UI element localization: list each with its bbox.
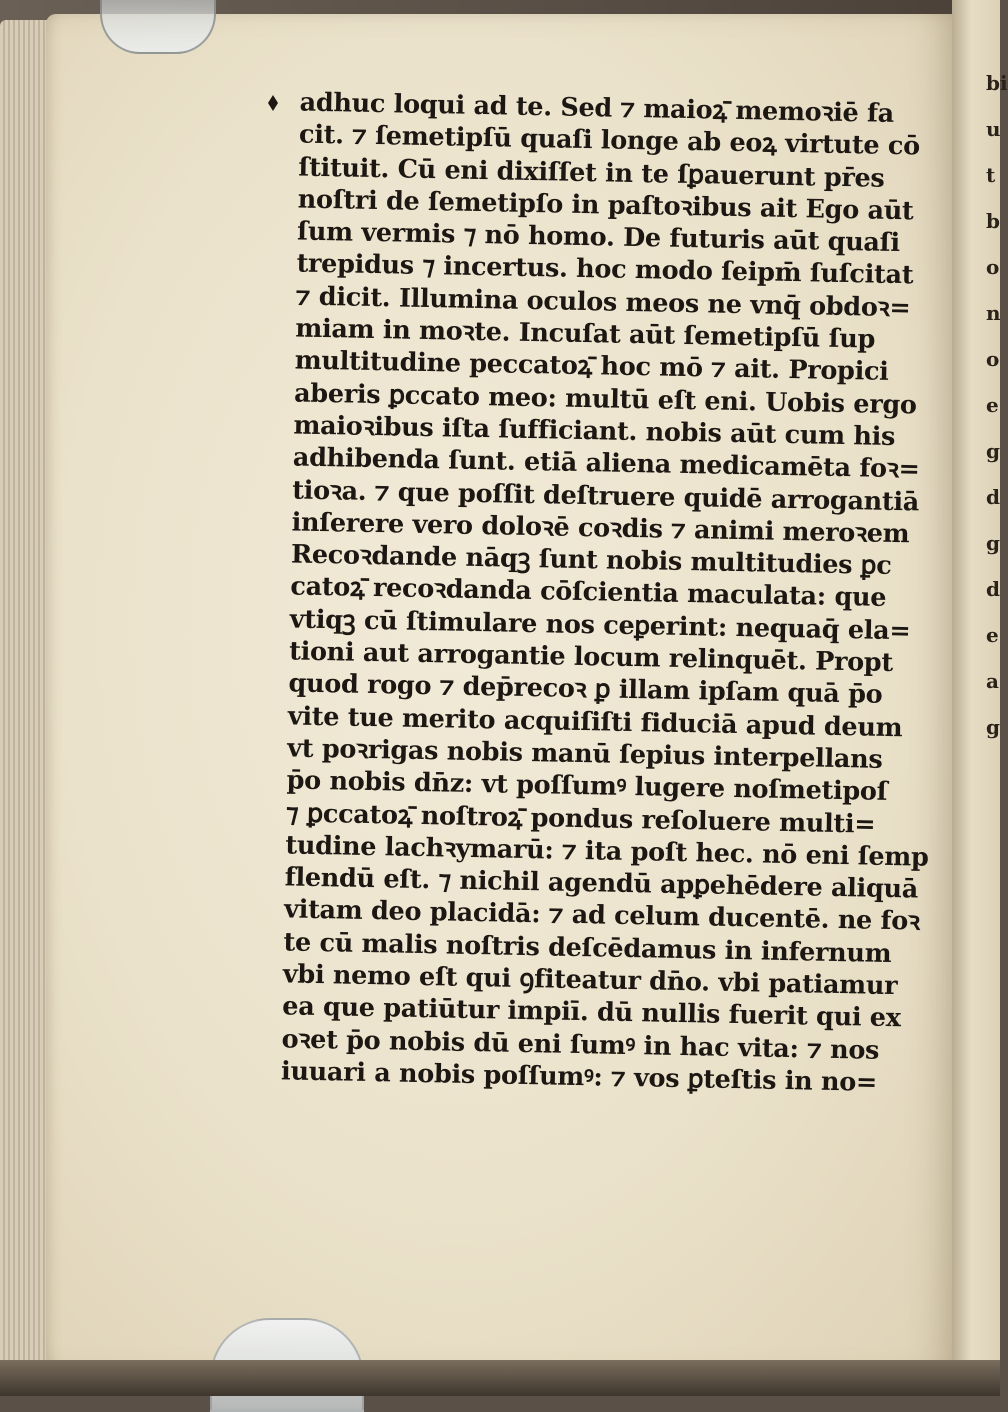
- adjacent-page-fragment: e: [986, 623, 999, 647]
- text-line: cit. ⁊ ſemetipſū quaſi longe ab eoꝝ virtute cō: [298, 119, 921, 162]
- adjacent-page-fragment: a: [986, 669, 999, 693]
- text-line: adhibenda ſunt. etiā aliena medicamēta foꝛ=: [292, 442, 920, 485]
- text-line: inſerere vero doloꝛē coꝛdis ⁊ animi meroꝛem: [291, 507, 910, 550]
- text-line: miam in moꝛte. Incuſat aūt ſemetipſū ſup: [295, 313, 876, 355]
- text-line: catoꝝ̄ recoꝛdanda cōſcientia maculata: que: [290, 571, 887, 614]
- adjacent-page-fragment: e: [986, 393, 999, 417]
- text-line: noſtri de ſemetipſo in paſtoꝛibus ait Ego aūt: [297, 184, 914, 227]
- text-line: adhuc loqui ad te. Sed ⁊ maioꝝ̄ memoꝛiē fa: [299, 87, 895, 129]
- adjacent-page-fragment: u: [986, 117, 1001, 141]
- text-line: p̄o nobis dn̄z: vt poſſumꝰ lugere noſmetipoſ: [286, 765, 888, 808]
- adjacent-page-fragments: [986, 60, 1008, 1160]
- text-line: flendū eſt. ⁊ nichil agendū apꝑehēdere aliquā: [284, 862, 919, 905]
- adjacent-page-fragment: d: [986, 577, 1000, 601]
- text-line: tioꝛa. ⁊ que poſſit deſtruere quidē arrogantiā: [291, 475, 920, 518]
- adjacent-page-fragment: g: [986, 531, 1000, 555]
- text-line: tioni aut arrogantie locum relinquēt. Propt: [288, 636, 894, 679]
- text-line: te cū malis noſtris deſcēdamus in infernum: [283, 927, 892, 969]
- adjacent-page-fragment: bi: [986, 71, 1008, 95]
- table-surface: [0, 1360, 1000, 1396]
- adjacent-page-fragment: o: [986, 255, 1000, 279]
- adjacent-page-fragment: o: [986, 347, 1000, 371]
- adjacent-page-fragment: g: [986, 715, 1000, 739]
- text-line: ea que patiūtur impiī. dū nullis fuerit qui ex: [282, 991, 901, 1034]
- text-line: Recoꝛdande nāqꝫ ſunt nobis multitudies ꝑc: [290, 539, 892, 582]
- adjacent-page-fragment: t: [986, 163, 996, 187]
- text-line: trepidus ⁊ incertus. hoc modo ſeipm̄ ſuſcitat: [296, 248, 914, 291]
- text-line: vbi nemo eſt qui ꝯfiteatur dn̄o. vbi patiamur: [282, 959, 898, 1002]
- text-line: multitudine peccatoꝝ̄ hoc mō ⁊ ait. Propici: [294, 345, 889, 388]
- adjacent-page-fragment: b: [986, 209, 1000, 233]
- text-line: quod rogo ⁊ dep̄recoꝛ ꝑ illam ipſam quā p̄o: [288, 668, 883, 711]
- text-line: vtiqꝫ cū ſtimulare nos ceꝑerint: nequaq̄ ela=: [289, 604, 911, 647]
- text-line: ⁊ ꝑccatoꝝ̄ noſtroꝝ̄ pondus reſoluere multi=: [285, 797, 876, 840]
- adjacent-page-fragment: g: [986, 439, 1000, 463]
- adjacent-page-fragment: d: [986, 485, 1000, 509]
- text-line: vitam deo placidā: ⁊ ad celum ducentē. ne foꝛ: [283, 894, 921, 938]
- text-line: ⁊ dicit. Illumina oculos meos ne vnq̄ obdoꝛ=: [295, 281, 911, 324]
- text-line: oꝛet p̄o nobis dū eni ſumꝰ in hac vita: ⁊ nos: [281, 1023, 880, 1066]
- text-line: tudine lachꝛymarū: ⁊ ita poſt hec. nō eni ſemp: [285, 830, 929, 873]
- book-clip-top: [100, 0, 216, 54]
- text-line: maioꝛibus iſta ſufficiant. nobis aūt cum his: [293, 410, 896, 452]
- text-line: ſtituit. Cū eni dixiſſet in te ſꝑauerunt pr̄es: [298, 152, 885, 194]
- text-line: vite tue merito acquiſiſti fiduciā apud deum: [287, 701, 903, 743]
- text-line: ſum vermis ⁊ nō homo. De futuris aūt quaſi: [296, 216, 901, 259]
- text-line: aberis ꝑccato meo: multū eſt eni. Uobis ergo: [293, 378, 917, 421]
- text-line: vt poꝛrigas nobis manū ſepius interpellans: [286, 733, 883, 775]
- text-line: iuuari a nobis poſſumꝰ: ⁊ vos ꝑteſtis in no=: [280, 1056, 878, 1098]
- page-text-block: [253, 86, 929, 1099]
- adjacent-page-fragment: n: [986, 301, 1001, 325]
